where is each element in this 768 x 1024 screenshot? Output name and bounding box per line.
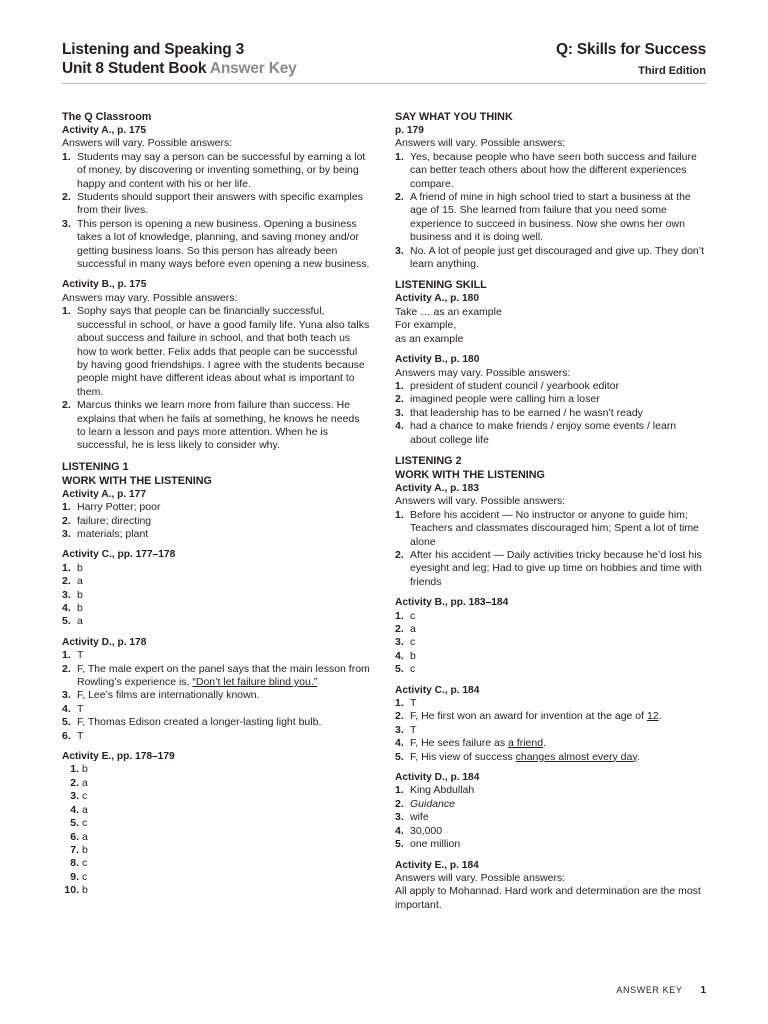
answer-item: 2. F, The male expert on the panel says that the main lesson from Rowling’s experience is, “Don’t let failure blind you.”: [62, 662, 370, 689]
footer-label: ANSWER KEY: [616, 985, 683, 995]
answer-item: 1. T: [62, 649, 84, 662]
activity-title: Activity E., pp. 178–179: [62, 751, 175, 763]
answer-list: [395, 610, 705, 677]
answer-item: 8. c: [70, 857, 88, 870]
answer-item: 1. Sophy says that people can be financially successful, successful in school, or have a good family life. Yuna also talks about success and failure in school, and that both teach us how to work better. Felix adds that people can be successful by having good friendships. I agree with the students because people might have different ideas about what is important to them.: [62, 305, 370, 398]
answer-item: 4. F, He sees failure as a friend.: [395, 737, 546, 750]
section-title: LISTENING SKILL: [395, 279, 487, 292]
unit-student-book: Student Book: [107, 60, 207, 77]
answer-item: 6. T: [62, 729, 84, 742]
answer-item: 1. King Abdullah: [395, 784, 475, 797]
answer-text: All apply to Mohannad. Hard work and determination are the most important.: [395, 885, 701, 911]
listening-1-activity-d: [62, 636, 370, 743]
answer-list: [395, 380, 705, 447]
section-title: The Q Classroom: [62, 111, 152, 123]
right-column: [395, 110, 705, 919]
section-title: LISTENING 2: [395, 454, 462, 467]
page-number: 1: [700, 985, 706, 996]
answer-line: as an example: [395, 332, 464, 345]
activity-title: Activity B., p. 175: [62, 279, 147, 291]
answer-item: 2. F, He first won an award for invention at the age of 12.: [395, 710, 662, 723]
answer-item: 3. that leadership has to be earned / he wasn’t ready: [395, 406, 643, 419]
answer-item: 3. F, Lee’s films are internationally known.: [62, 689, 260, 702]
answer-item: 3. materials; plant: [62, 527, 149, 540]
answer-item: 5. a: [62, 615, 83, 628]
activity-intro: Answers will vary. Possible answers:: [395, 137, 566, 150]
answer-list: [395, 151, 705, 272]
answer-list: [62, 763, 370, 897]
answer-item: 3. c: [70, 790, 88, 803]
activity-title: Activity A., p. 177: [62, 488, 146, 500]
section-subtitle: WORK WITH THE LISTENING: [395, 468, 545, 481]
activity-intro: Answers may vary. Possible answers:: [395, 366, 571, 379]
answer-list: [395, 509, 705, 589]
listening-1-activity-a: [62, 460, 370, 542]
answer-list: [395, 697, 705, 764]
answer-item: 2. failure; directing: [62, 514, 152, 527]
header-right: [556, 40, 706, 79]
answer-list: [62, 151, 370, 272]
say-what-you-think-section: [395, 110, 705, 271]
listening-1-activity-c: [62, 548, 370, 628]
activity-title: Activity B., pp. 183–184: [395, 597, 509, 609]
activity-intro: Answers will vary. Possible answers:: [395, 871, 566, 884]
answer-item: 2. After his accident — Daily activities tricky because he’d lost his eyesight and leg; Had to give up time on hobbies and time with friends: [395, 548, 702, 588]
left-column: [62, 110, 370, 905]
answer-item: 10. b: [64, 884, 88, 897]
listening-2-activity-e: [395, 859, 705, 913]
answer-item: 9. c: [70, 870, 88, 883]
activity-title: Activity B., p. 180: [395, 354, 480, 366]
answer-item: 1. b: [62, 561, 83, 574]
section-title: SAY WHAT YOU THINK: [395, 111, 513, 123]
answer-list: [395, 784, 705, 851]
unit-title: [62, 59, 297, 78]
activity-title: Activity D., p. 178: [62, 636, 147, 648]
section-subtitle: WORK WITH THE LISTENING: [62, 474, 212, 487]
answer-item: 1. Before his accident — No instructor or anyone to guide him; Teachers and classmates discouraged him; Spent a lot of time alone: [395, 508, 699, 548]
activity-intro: Answers will vary. Possible answers:: [62, 137, 233, 150]
listening-1-activity-e: [62, 750, 370, 897]
page-header: [62, 40, 706, 84]
answer-list: [62, 649, 370, 743]
answer-list: [62, 501, 370, 541]
listening-2-activity-c: [395, 684, 705, 764]
unit-answer-key: Answer Key: [209, 60, 297, 77]
listening-skill-activity-a: [395, 278, 705, 346]
answer-item: 1. T: [395, 697, 417, 710]
answer-item: 5. c: [395, 663, 416, 676]
answer-line: Take … as an example: [395, 305, 502, 318]
listening-2-activity-b: [395, 596, 705, 676]
listening-2-activity-a: [395, 454, 705, 589]
activity-title: Activity E., p. 184: [395, 859, 479, 871]
answer-item: 1. c: [395, 609, 416, 622]
answer-item: 4. had a chance to make friends / enjoy some events / learn about college life: [395, 420, 677, 446]
answer-item: 3. This person is opening a new business. Opening a business takes a lot of knowledge, planning, and saving money and/or getting business loans. So this person has already been successful in many ways before even opening a new business.: [62, 217, 370, 271]
q-classroom-activity-b: [62, 278, 370, 452]
answer-item: 4. T: [62, 702, 84, 715]
header-left: [62, 40, 297, 78]
answer-item: 2. Students should support their answers with specific examples from their lives.: [62, 191, 363, 217]
answer-item: 4. b: [62, 602, 83, 614]
section-title: LISTENING 1: [62, 460, 129, 473]
activity-title: Activity D., p. 184: [395, 772, 480, 784]
answer-item: 5. c: [70, 817, 88, 830]
listening-skill-activity-b: [395, 353, 705, 447]
answer-item: 5. F, Thomas Edison created a longer-lasting light bulb.: [62, 716, 322, 729]
answer-item: 2. Guidance: [395, 797, 455, 810]
answer-item: 3. b: [62, 588, 83, 601]
answer-item: 4. b: [395, 649, 416, 662]
book-title: Listening and Speaking 3: [62, 41, 245, 58]
answer-item: 3. No. A lot of people just get discouraged and give up. They don’t learn anything.: [395, 244, 705, 271]
answer-list: [62, 305, 370, 452]
listening-2-activity-d: [395, 771, 705, 851]
series-title: Q: Skills for Success: [555, 41, 706, 58]
answer-item: 5. one million: [395, 838, 461, 851]
activity-title: p. 179: [395, 125, 424, 136]
activity-intro: Answers may vary. Possible answers:: [62, 291, 238, 304]
page-footer: [616, 985, 706, 996]
answer-item: 1. b: [70, 763, 88, 776]
activity-title: Activity A., p. 175: [62, 125, 146, 136]
answer-item: 1. Yes, because people who have seen both success and failure can better teach others about how the different experiences compare.: [395, 150, 697, 190]
activity-title: Activity A., p. 180: [395, 293, 479, 305]
answer-list: [62, 562, 370, 629]
activity-title: Activity C., pp. 177–178: [62, 549, 176, 561]
answer-item: 2. a: [70, 776, 88, 789]
edition-label: Third Edition: [638, 65, 706, 77]
q-classroom-section: [62, 110, 370, 271]
activity-intro: Answers will vary. Possible answers:: [395, 495, 566, 508]
answer-item: 7. b: [70, 843, 88, 856]
answer-item: 5. F, His view of success changes almost every day.: [395, 750, 640, 763]
answer-item: 2. A friend of mine in high school tried to start a business at the age of 15. She learned from failure that you need some experience to succeed in business. Now she owns her own business and it is doing well.: [395, 191, 691, 244]
answer-item: 4. a: [70, 803, 88, 816]
answer-item: 1. Harry Potter; poor: [62, 501, 161, 514]
activity-title: Activity C., p. 184: [395, 684, 480, 696]
unit-number: Unit 8: [62, 60, 104, 77]
answer-item: 1. president of student council / yearbook editor: [395, 379, 619, 392]
answer-item: 3. c: [395, 636, 416, 649]
answer-item: 2. imagined people were calling him a loser: [395, 393, 600, 406]
answer-item: 3. T: [395, 723, 417, 736]
answer-line: For example,: [395, 319, 457, 332]
answer-item: 2. a: [62, 575, 83, 588]
activity-title: Activity A., p. 183: [395, 482, 479, 494]
answer-item: 2. Marcus thinks we learn more from failure than success. He explains that when he fails at something, he knows he needs to learn a lesson and pays more attention. When he is successful, he is less likely to consider why.: [62, 399, 360, 452]
answer-item: 4. 30,000: [395, 824, 443, 837]
answer-item: 1. Students may say a person can be successful by earning a lot of money, by discovering or inventing something, or by being happy and content with his or her life.: [62, 150, 366, 190]
answer-item: 3. wife: [395, 811, 429, 824]
answer-item: 2. a: [395, 623, 416, 635]
answer-item: 6. a: [70, 830, 88, 843]
